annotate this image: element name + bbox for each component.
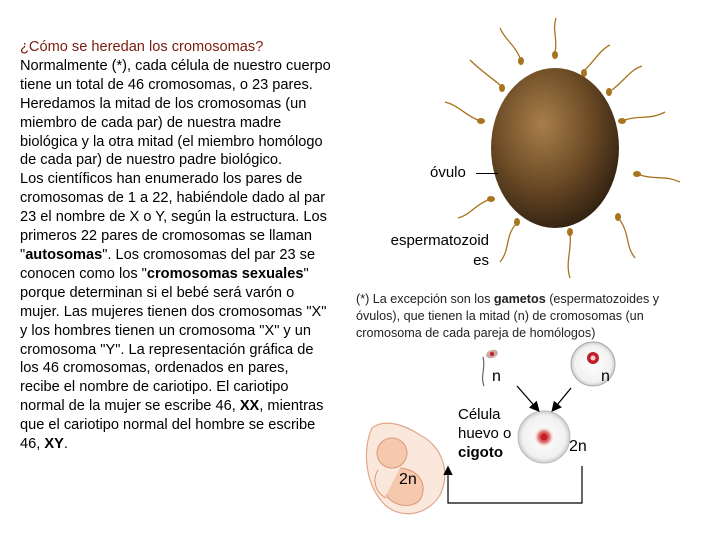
arrow-sperm-to-zygote (517, 386, 538, 410)
zygote-2n-label: 2n (569, 438, 587, 455)
fetus-icon (366, 423, 444, 514)
arrow-zygote-to-fetus (448, 466, 582, 503)
egg-cell (491, 68, 619, 228)
paragraph-2: Los científicos han enumerado los pares de cromosomas de 1 a 22, habiéndole dado al par 23 el nombre de X o Y, según la estructura. Los primeros 22 pares de cromosomas se llaman "autosomas". Los cromosomas del par 23 se conocen como los "cromosomas sexuales" porque determinan si el bebé será varón o mujer. Las mujeres tienen dos cromosomas "X" y los hombres tienen un cromosoma "X" y un cromosoma "Y". La representación gráfica de los 46 cromosomas, ordenados en pares, recibe el nombre de cariotipo. El cariotipo normal de la mujer se escribe 46, XX, mientras que el cariotipo normal del hombre se escribe 46, XY. (20, 171, 327, 453)
zygote-label: Célula huevo o cigoto (458, 406, 512, 461)
paragraph-1: Normalmente (*), cada célula de nuestro cuerpo tiene un total de 46 cromosomas, o 23 pares. Heredamos la mitad de los cromosomas (un miembro de cada par) de nuestra madre biológica y la otra mitad (el miembro homólogo de cada par) de nuestro padre biológico. (20, 57, 331, 169)
sperm-n-label: n (492, 368, 501, 385)
espermatozoides-label: espermatozoid es (390, 232, 489, 269)
ovulo-pointer-line (476, 173, 498, 174)
page-title: ¿Cómo se heredan los cromosomas? (20, 39, 264, 55)
arrow-egg-to-zygote (553, 388, 571, 410)
gametes-footnote: (*) La excepción son los gametos (espermatozoides y óvulos), que tienen la mitad (n) de cromosomas (un cromosoma de cada pareja de homólogos) (356, 292, 660, 340)
egg-n-label: n (601, 368, 610, 385)
zygote-icon (518, 411, 570, 463)
ovulo-label: óvulo (430, 164, 466, 181)
fetus-2n-label: 2n (399, 471, 417, 488)
